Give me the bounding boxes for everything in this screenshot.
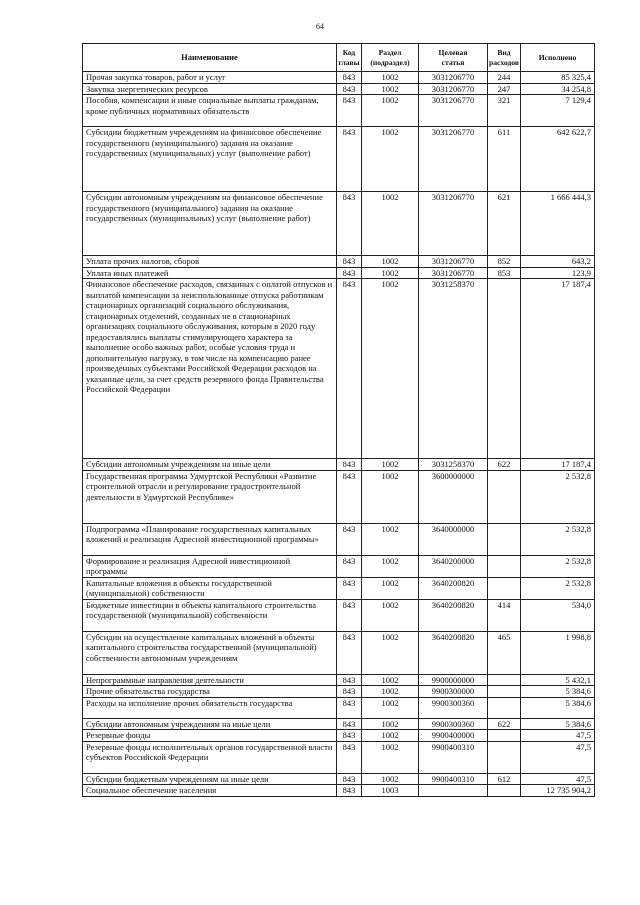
row-executed-amount: 5 384,6 [521,718,595,730]
row-section: 1002 [362,192,419,256]
header-executed: Исполнено [521,44,595,72]
header-type-line2: расходов [489,57,519,67]
table-row [83,674,595,686]
row-name: Субсидии автономным учреждениям на иные цели [83,459,337,471]
row-name: Непрограммные направления деятельности [83,674,337,686]
row-section: 1002 [362,697,419,718]
row-chapter-code: 843 [337,83,362,95]
header-section [362,44,419,72]
table-row [83,127,595,192]
row-expense-type: 622 [488,718,521,730]
row-target-article: 9900300360 [419,697,488,718]
table-row [83,686,595,698]
row-chapter-code: 843 [337,785,362,797]
table-row [83,741,595,773]
row-name: Прочая закупка товаров, работ и услуг [83,72,337,84]
table-body [83,72,595,797]
row-section: 1002 [362,577,419,599]
row-expense-type [488,555,521,577]
row-target-article: 3600000000 [419,470,488,523]
row-target-article: 3031206770 [419,72,488,84]
row-section: 1002 [362,83,419,95]
row-expense-type: 321 [488,95,521,127]
table-row [83,267,595,279]
row-executed-amount: 12 735 904,2 [521,785,595,797]
row-chapter-code: 843 [337,192,362,256]
row-name: Финансовое обеспечение расходов, связанных с оплатой отпусков и выплатой компенсации за неиспользованные отпуска работникам стационарных организаций социального обслуживания, стационарных отделений, созданных не в стационарных организациях социального обслуживания, которым в 2020 году предоставлялись выплаты стимулирующего характера за выполнение особо важных работ, особые условия труда и дополнительную нагрузку, в том числе на компенсацию ранее произведенных субъектами Российской Федерации расходов на указанные цели, за счет средств резервного фонда Правительства Российской Федерации [83,279,337,459]
row-chapter-code: 843 [337,523,362,555]
row-target-article: 3640200000 [419,555,488,577]
table-row [83,773,595,785]
row-target-article: 3640200820 [419,599,488,631]
header-section-line2: (подраздел) [370,57,410,67]
row-target-article: 9900400000 [419,730,488,742]
header-target-line1: Целевая [438,48,468,57]
row-target-article: 9900400310 [419,741,488,773]
table-row [83,95,595,127]
row-executed-amount: 534,0 [521,599,595,631]
row-executed-amount: 17 187,4 [521,459,595,471]
row-chapter-code: 843 [337,95,362,127]
row-expense-type [488,697,521,718]
table-row [83,718,595,730]
row-executed-amount: 5 432,1 [521,674,595,686]
row-section: 1002 [362,470,419,523]
row-expense-type [488,674,521,686]
row-expense-type [488,470,521,523]
row-section: 1002 [362,686,419,698]
row-executed-amount: 1 998,8 [521,631,595,674]
table-row [83,256,595,268]
row-name: Уплата прочих налогов, сборов [83,256,337,268]
row-expense-type: 622 [488,459,521,471]
table-row [83,470,595,523]
row-name: Формирование и реализация Адресной инвестиционной программы [83,555,337,577]
row-name: Государственная программа Удмуртской Республики «Развитие строительной отрасли и регулирование градостроительной деятельности в Удмуртской Республике» [83,470,337,523]
row-executed-amount: 47,5 [521,730,595,742]
row-expense-type [488,741,521,773]
row-expense-type: 414 [488,599,521,631]
row-expense-type: 244 [488,72,521,84]
table-row [83,459,595,471]
table-row [83,577,595,599]
row-target-article: 9900000000 [419,674,488,686]
row-executed-amount: 5 384,6 [521,686,595,698]
row-name: Закупка энергетических ресурсов [83,83,337,95]
row-section: 1002 [362,773,419,785]
row-target-article: 9900300360 [419,718,488,730]
table-row [83,631,595,674]
row-expense-type [488,279,521,459]
row-name: Прочие обязательства государства [83,686,337,698]
row-target-article: 3640000000 [419,523,488,555]
row-chapter-code: 843 [337,555,362,577]
row-section: 1002 [362,72,419,84]
row-target-article: 3031206770 [419,267,488,279]
row-executed-amount: 642 622,7 [521,127,595,192]
row-name: Субсидии автономным учреждениям на финансовое обеспечение государственного (муниципального) задания на оказание государственных (муниципальных) услуг (выполнение работ) [83,192,337,256]
row-expense-type [488,523,521,555]
row-section: 1002 [362,599,419,631]
row-name: Субсидии автономным учреждениям на иные цели [83,718,337,730]
row-name: Уплата иных платежей [83,267,337,279]
header-expense-type [488,44,521,72]
row-target-article: 3640200820 [419,577,488,599]
row-section: 1002 [362,523,419,555]
row-executed-amount: 5 384,6 [521,697,595,718]
row-chapter-code: 843 [337,577,362,599]
row-chapter-code: 843 [337,686,362,698]
row-expense-type [488,577,521,599]
row-executed-amount: 85 325,4 [521,72,595,84]
row-target-article: 3031206770 [419,127,488,192]
row-target-article: 3031206770 [419,192,488,256]
row-expense-type: 611 [488,127,521,192]
row-section: 1002 [362,730,419,742]
row-name: Резервные фонды [83,730,337,742]
row-section: 1002 [362,267,419,279]
row-expense-type [488,686,521,698]
row-name: Субсидии бюджетным учреждениям на финансовое обеспечение государственного (муниципального) задания на оказание государственных (муниципальных) услуг (выполнение работ) [83,127,337,192]
row-section: 1003 [362,785,419,797]
row-section: 1002 [362,674,419,686]
row-chapter-code: 843 [337,267,362,279]
row-chapter-code: 843 [337,599,362,631]
row-expense-type: 853 [488,267,521,279]
row-name: Капитальные вложения в объекты государственной (муниципальной) собственности [83,577,337,599]
budget-execution-table [82,43,595,797]
table-header-row [83,44,595,72]
row-name: Расходы на исполнение прочих обязательств государства [83,697,337,718]
row-chapter-code: 843 [337,279,362,459]
row-name: Пособия, компенсации и иные социальные выплаты гражданам, кроме публичных нормативных обязательств [83,95,337,127]
row-target-article: 9900400310 [419,773,488,785]
table-row [83,72,595,84]
row-section: 1002 [362,279,419,459]
row-expense-type: 465 [488,631,521,674]
header-section-line1: Раздел [378,48,402,57]
row-target-article: 3031206770 [419,256,488,268]
table-row [83,279,595,459]
row-expense-type [488,785,521,797]
row-name: Субсидии бюджетным учреждениям на иные цели [83,773,337,785]
table-row [83,730,595,742]
row-expense-type: 247 [488,83,521,95]
page-number: 64 [316,22,324,31]
row-name: Резервные фонды исполнительных органов государственной власти субъектов Российской Федерации [83,741,337,773]
row-chapter-code: 843 [337,72,362,84]
row-section: 1002 [362,631,419,674]
row-section: 1002 [362,127,419,192]
table-row [83,785,595,797]
row-executed-amount: 2 532,8 [521,470,595,523]
row-target-article: 9900300000 [419,686,488,698]
row-section: 1002 [362,555,419,577]
row-section: 1002 [362,459,419,471]
row-target-article [419,785,488,797]
header-chapter-line1: Код [342,48,356,57]
table-row [83,523,595,555]
row-executed-amount: 2 532,8 [521,577,595,599]
row-executed-amount: 47,5 [521,773,595,785]
row-executed-amount: 34 254,8 [521,83,595,95]
row-expense-type [488,730,521,742]
row-name: Социальное обеспечение населения [83,785,337,797]
row-chapter-code: 843 [337,470,362,523]
row-executed-amount: 643,2 [521,256,595,268]
row-expense-type: 621 [488,192,521,256]
row-chapter-code: 843 [337,674,362,686]
row-expense-type: 612 [488,773,521,785]
row-chapter-code: 843 [337,718,362,730]
row-name: Субсидии на осуществление капитальных вложений в объекты капитального строительства государственной (муниципальной) собственности автономным учреждениям [83,631,337,674]
row-target-article: 3640200820 [419,631,488,674]
row-executed-amount: 2 532,8 [521,555,595,577]
row-name: Бюджетные инвестиции в объекты капитального строительства государственной (муниципальной) собственности [83,599,337,631]
row-expense-type: 852 [488,256,521,268]
row-executed-amount: 17 187,4 [521,279,595,459]
header-target-article [419,44,488,72]
row-target-article: 3031206770 [419,95,488,127]
row-section: 1002 [362,718,419,730]
header-target-line2: статья [441,57,465,67]
row-chapter-code: 843 [337,730,362,742]
table-row [83,83,595,95]
table-row [83,599,595,631]
header-type-line1: Вид [497,48,511,57]
row-target-article: 3031258370 [419,279,488,459]
row-executed-amount: 2 532,8 [521,523,595,555]
header-chapter-code [337,44,362,72]
row-executed-amount: 47,5 [521,741,595,773]
row-chapter-code: 843 [337,773,362,785]
row-target-article: 3031206770 [419,83,488,95]
row-chapter-code: 843 [337,741,362,773]
row-chapter-code: 843 [337,256,362,268]
row-target-article: 3031258370 [419,459,488,471]
table-row [83,192,595,256]
table-row [83,697,595,718]
row-chapter-code: 843 [337,459,362,471]
row-chapter-code: 843 [337,127,362,192]
row-section: 1002 [362,95,419,127]
row-section: 1002 [362,256,419,268]
row-executed-amount: 123,9 [521,267,595,279]
row-name: Подпрограмма «Планирование государственных капитальных вложений и реализация Адресной инвестиционной программы» [83,523,337,555]
header-chapter-line2: главы [338,57,360,67]
row-executed-amount: 7 129,4 [521,95,595,127]
row-executed-amount: 1 666 444,3 [521,192,595,256]
row-chapter-code: 843 [337,631,362,674]
row-section: 1002 [362,741,419,773]
header-name: Наименование [83,44,337,72]
table-row [83,555,595,577]
row-chapter-code: 843 [337,697,362,718]
